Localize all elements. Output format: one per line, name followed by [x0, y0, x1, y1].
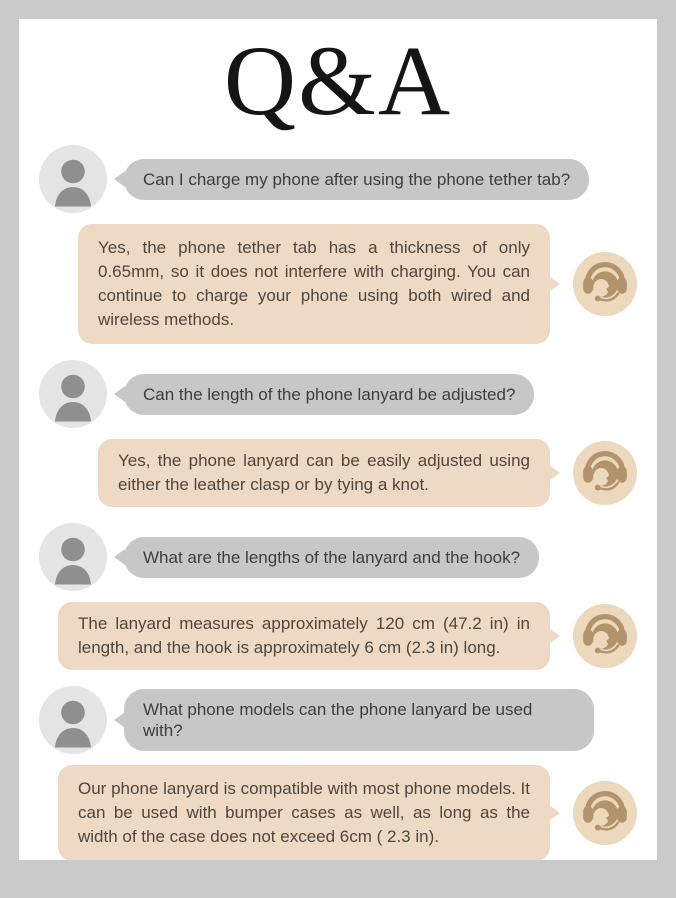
user-silhouette-icon [39, 360, 107, 428]
user-silhouette-icon [39, 145, 107, 213]
user-avatar [39, 523, 107, 591]
question-text: Can I charge my phone after using the phone tether tab? [143, 169, 571, 189]
question-bubble [124, 689, 594, 751]
user-avatar [39, 145, 107, 213]
question-row [39, 360, 637, 428]
user-silhouette-icon [39, 686, 107, 754]
answer-row [39, 224, 637, 344]
question-bubble [124, 159, 589, 200]
answer-text: The lanyard measures approximately 120 cm (47.2 in) in length, and the hook is approximately 6 cm (2.3 in) long. [78, 614, 530, 657]
answer-row [39, 439, 637, 507]
headset-agent-icon [573, 252, 637, 316]
user-avatar [39, 360, 107, 428]
question-row [39, 523, 637, 591]
answer-bubble [58, 765, 550, 860]
headset-agent-icon [573, 441, 637, 505]
headset-agent-icon [573, 604, 637, 668]
headset-agent-icon [573, 781, 637, 845]
question-row [39, 686, 637, 754]
user-avatar [39, 686, 107, 754]
agent-avatar [573, 252, 637, 316]
answer-bubble [78, 224, 550, 344]
answer-text: Yes, the phone lanyard can be easily adjusted using either the leather clasp or by tying a knot. [118, 451, 530, 494]
agent-avatar [573, 441, 637, 505]
page-title: Q&A [223, 25, 453, 136]
qa-page [19, 19, 657, 860]
answer-row [39, 765, 637, 860]
answer-bubble [58, 602, 550, 670]
question-text: What phone models can the phone lanyard be used with? [143, 700, 533, 740]
answer-text: Yes, the phone tether tab has a thickness of only 0.65mm, so it does not interfere with charging. You can continue to charge your phone using both wired and wireless methods. [98, 238, 530, 329]
agent-avatar [573, 604, 637, 668]
agent-avatar [573, 781, 637, 845]
user-silhouette-icon [39, 523, 107, 591]
question-row [39, 145, 637, 213]
answer-row [39, 602, 637, 670]
answer-text: Our phone lanyard is compatible with most phone models. It can be used with bumper cases as well, as long as the width of the case does not exceed 6cm ( 2.3 in). [78, 779, 530, 846]
question-bubble [124, 537, 539, 578]
question-bubble [124, 374, 534, 415]
question-text: Can the length of the phone lanyard be adjusted? [143, 384, 516, 404]
question-text: What are the lengths of the lanyard and the hook? [143, 547, 521, 567]
answer-bubble [98, 439, 550, 507]
